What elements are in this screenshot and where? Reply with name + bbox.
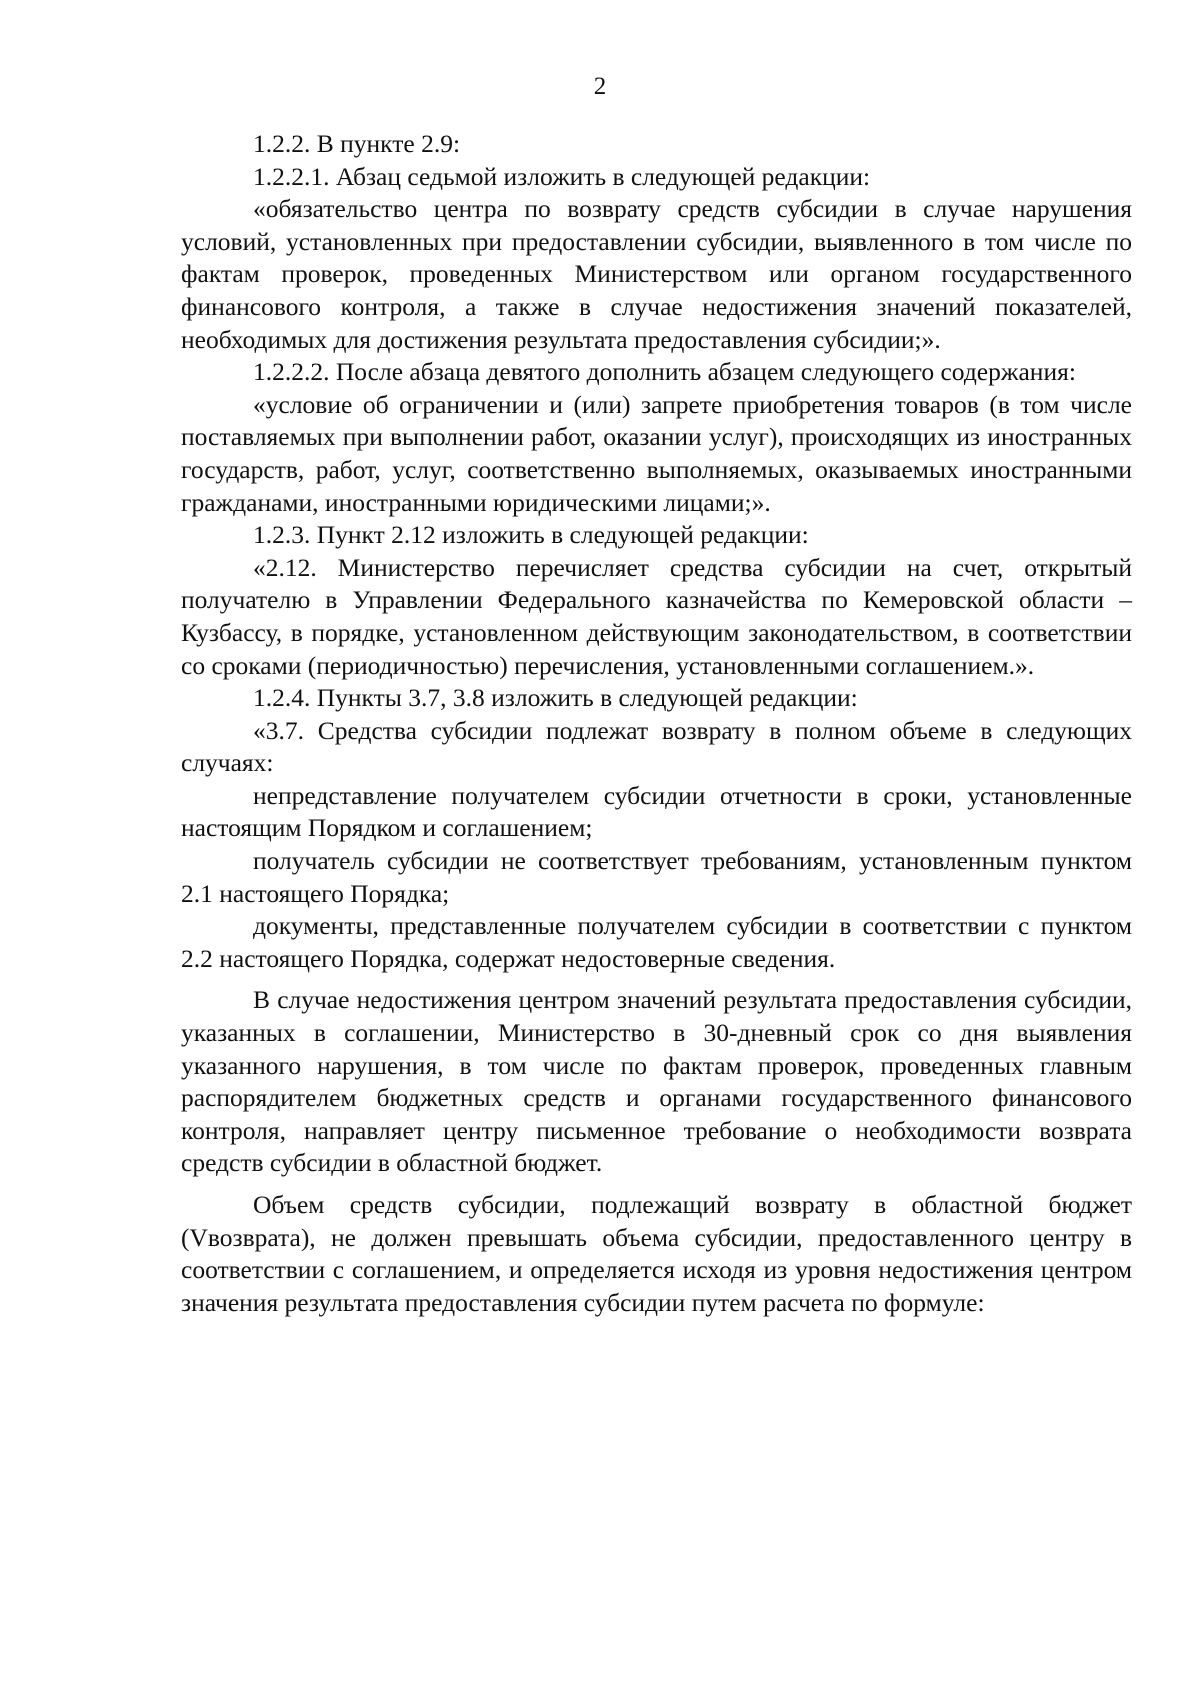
- page-number: 2: [593, 73, 607, 100]
- paragraph-clause-1-2-3: 1.2.3. Пункт 2.12 изложить в следующей редакции:: [253, 520, 809, 550]
- paragraph-clause-1-2-2-2: 1.2.2.2. После абзаца девятого дополнить абзацем следующего содержания:: [253, 357, 1076, 387]
- paragraph-clause-1-2-2-1: 1.2.2.1. Абзац седьмой изложить в следующей редакции:: [253, 161, 871, 191]
- paragraph-quote-2-12: «2.12. Министерство перечисляет средства субсидии на счет, открытый получателю в Управлении Федерального казначейства по Кемеровской области – Кузбассу, в порядке, установленном действующим законодательством, в соответствии со сроками (периодичностью) перечисления, установленными соглашением.».: [181, 552, 1132, 680]
- paragraph-clause-1-2-2: 1.2.2. В пункте 2.9:: [253, 129, 461, 158]
- paragraph-quote-3-7: «3.7. Средства субсидии подлежат возврату в полном объеме в следующих случаях:: [181, 715, 1132, 778]
- paragraph-case-requirements: получатель субсидии не соответствует требованиям, установленным пунктом 2.1 настоящего Порядка;: [181, 846, 1132, 908]
- paragraph-refund-volume: Объем средств субсидии, подлежащий возврату в областной бюджет (Vвозврата), не должен превышать объема субсидии, предоставленного центру в соответствии с соглашением, и определяется исходя из уровня недостижения центром значения результата предоставления субсидии путем расчета по формуле:: [181, 1190, 1132, 1317]
- paragraph-clause-1-2-4: 1.2.4. Пункты 3.7, 3.8 изложить в следующей редакции:: [253, 683, 858, 713]
- document-body: [181, 128, 1132, 1319]
- paragraph-case-no-reporting: непредставление получателем субсидии отчетности в сроки, установленные настоящим Порядком и соглашением;: [181, 780, 1132, 843]
- paragraph-case-false-documents: документы, представленные получателем субсидии в соответствии с пунктом 2.2 настоящего Порядка, содержат недостоверные сведения.: [181, 911, 1132, 973]
- paragraph-non-achievement: В случае недостижения центром значений результата предоставления субсидии, указанных в соглашении, Министерство в 30-дневный срок со дня выявления указанного нарушения, в том числе по фактам проверок, проведенных главным распорядителем бюджетных средств и органами государственного финансового контроля, направляет центру письменное требование о необходимости возврата средств субсидии в областной бюджет.: [181, 985, 1132, 1178]
- paragraph-quote-obligation: «обязательство центра по возврату средств субсидии в случае нарушения условий, установленных при предоставлении субсидии, выявленного в том числе по фактам проверок, проведенных Министерством или органом государственного финансового контроля, а также в случае недостижения значений показателей, необходимых для достижения результата предоставления субсидии;».: [181, 194, 1132, 354]
- paragraph-quote-foreign-goods: «условие об ограничении и (или) запрете приобретения товаров (в том числе поставляемых при выполнении работ, оказании услуг), происходящих из иностранных государств, работ, услуг, соответственно выполняемых, оказываемых иностранными гражданами, иностранными юридическими лицами;».: [181, 389, 1132, 517]
